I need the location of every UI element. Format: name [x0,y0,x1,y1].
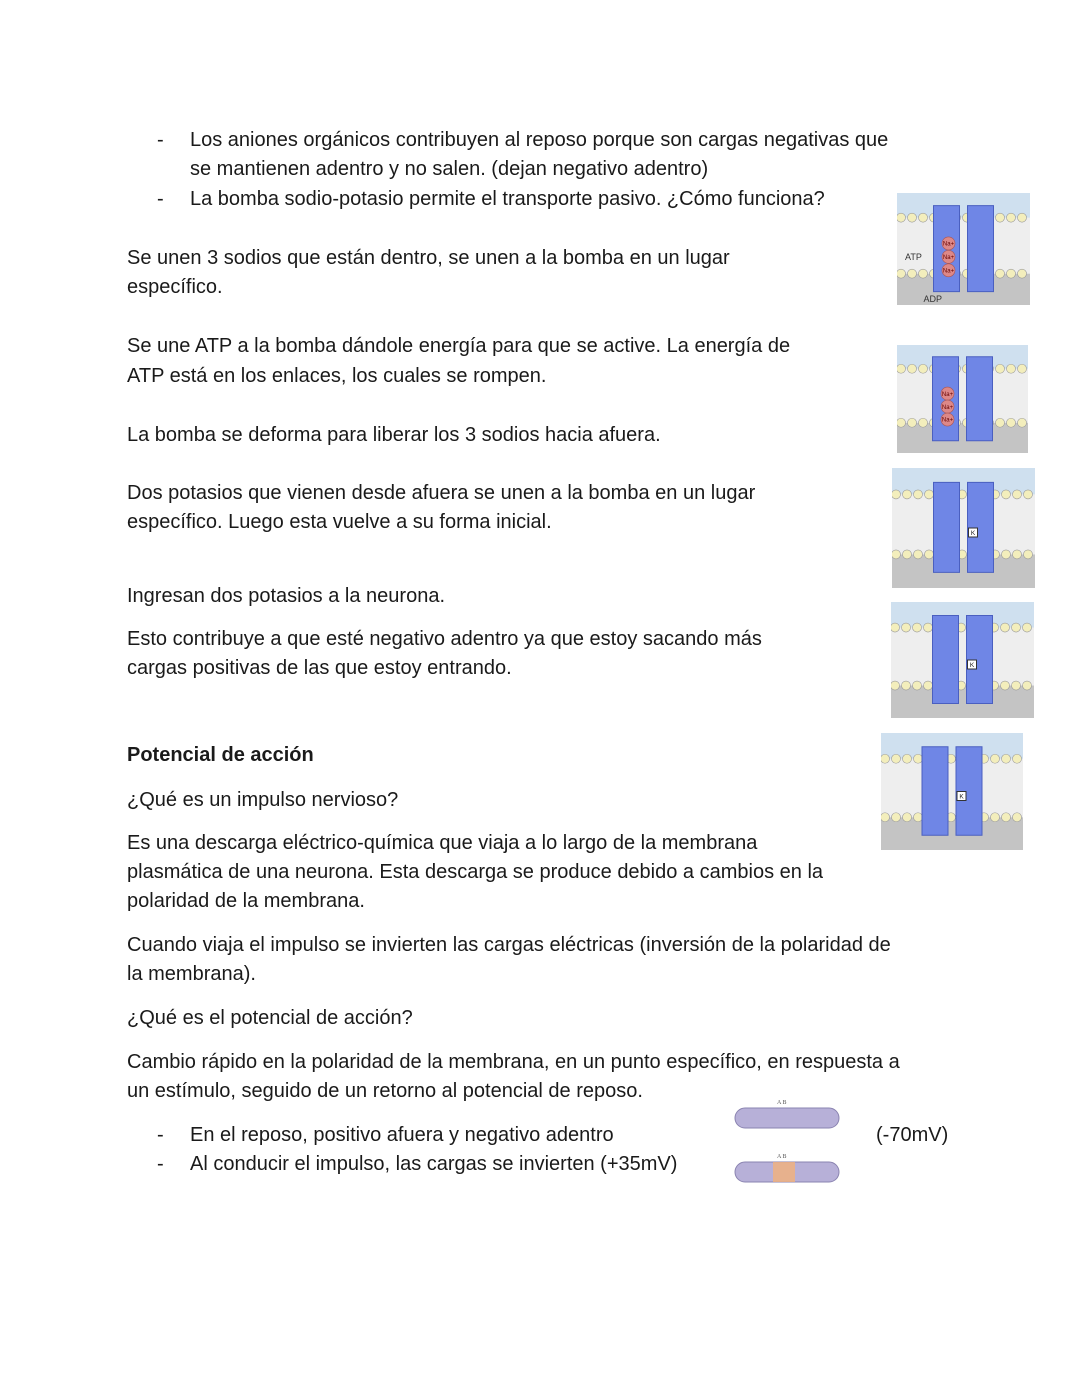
answer-text: Es una descarga eléctrico-química que viaja a lo largo de la membrana [127,832,758,854]
sodium-potassium-pump-figure-2 [897,345,1028,453]
step-text: Se unen 3 sodios que están dentro, se unen a la bomba en un lugar [127,247,730,269]
section-heading: Potencial de acción [127,744,314,766]
sodium-ion-label: Na+ [941,417,954,424]
sodium-potassium-pump-figure-3 [892,468,1035,588]
answer-text: un estímulo, seguido de un retorno al potencial de reposo. [127,1080,643,1102]
answer-text: Cambio rápido en la polaridad de la membrana, en un punto específico, en respuesta a [127,1051,900,1073]
axon-resting-figure [733,1094,841,1134]
sodium-potassium-pump-figure-5 [881,733,1023,850]
rest-potential-value: (-70mV) [876,1124,949,1146]
bullet-text: En el reposo, positivo afuera y negativo adentro [190,1124,614,1146]
bullet-dash: - [157,1153,164,1175]
paragraph: la membrana). [127,963,256,985]
bullet-dash: - [157,188,164,210]
bullet-text: Los aniones orgánicos contribuyen al reposo porque son cargas negativas que [190,129,889,151]
axon-ab-label: A B [777,1154,787,1160]
paragraph: Cuando viaja el impulso se invierten las cargas eléctricas (inversión de la polaridad de [127,934,891,956]
bullet-dash: - [157,129,164,151]
answer-text: polaridad de la membrana. [127,890,365,912]
adp-label: ADP [923,294,943,304]
bullet-text: se mantienen adentro y no salen. (dejan negativo adentro) [190,158,709,180]
step-text: La bomba se deforma para liberar los 3 sodios hacia afuera. [127,424,661,446]
step-text: Esto contribuye a que esté negativo adentro ya que estoy sacando más [127,628,762,650]
axon-ab-label: A B [777,1100,787,1106]
bullet-text: Al conducir el impulso, las cargas se invierten (+35mV) [190,1153,678,1175]
potassium-ion-label: K [970,530,976,537]
sodium-ion-label: Na+ [942,241,955,248]
step-text: cargas positivas de las que estoy entrando. [127,657,512,679]
sodium-ion-label: Na+ [942,255,955,262]
bullet-dash: - [157,1124,164,1146]
axon-impulse-figure [733,1148,841,1188]
atp-label: ATP [905,252,922,263]
potassium-ion-label: K [959,793,964,801]
step-text: Ingresan dos potasios a la neurona. [127,585,445,607]
step-text: específico. [127,276,223,298]
answer-text: plasmática de una neurona. Esta descarga se produce debido a cambios en la [127,861,824,883]
sodium-ion-label: Na+ [941,391,954,398]
step-text: específico. Luego esta vuelve a su forma inicial. [127,511,552,533]
step-text: ATP está en los enlaces, los cuales se rompen. [127,365,547,387]
potassium-ion-label: K [969,662,975,669]
step-text: Se une ATP a la bomba dándole energía para que se active. La energía de [127,335,791,357]
sodium-ion-label: Na+ [941,404,954,411]
question: ¿Qué es el potencial de acción? [127,1007,413,1029]
bullet-text: La bomba sodio-potasio permite el transporte pasivo. ¿Cómo funciona? [190,188,825,210]
step-text: Dos potasios que vienen desde afuera se unen a la bomba en un lugar [127,482,756,504]
sodium-ion-label: Na+ [942,268,955,275]
sodium-potassium-pump-figure-4 [891,602,1034,718]
sodium-potassium-pump-figure-1 [897,193,1030,305]
question: ¿Qué es un impulso nervioso? [127,789,399,811]
